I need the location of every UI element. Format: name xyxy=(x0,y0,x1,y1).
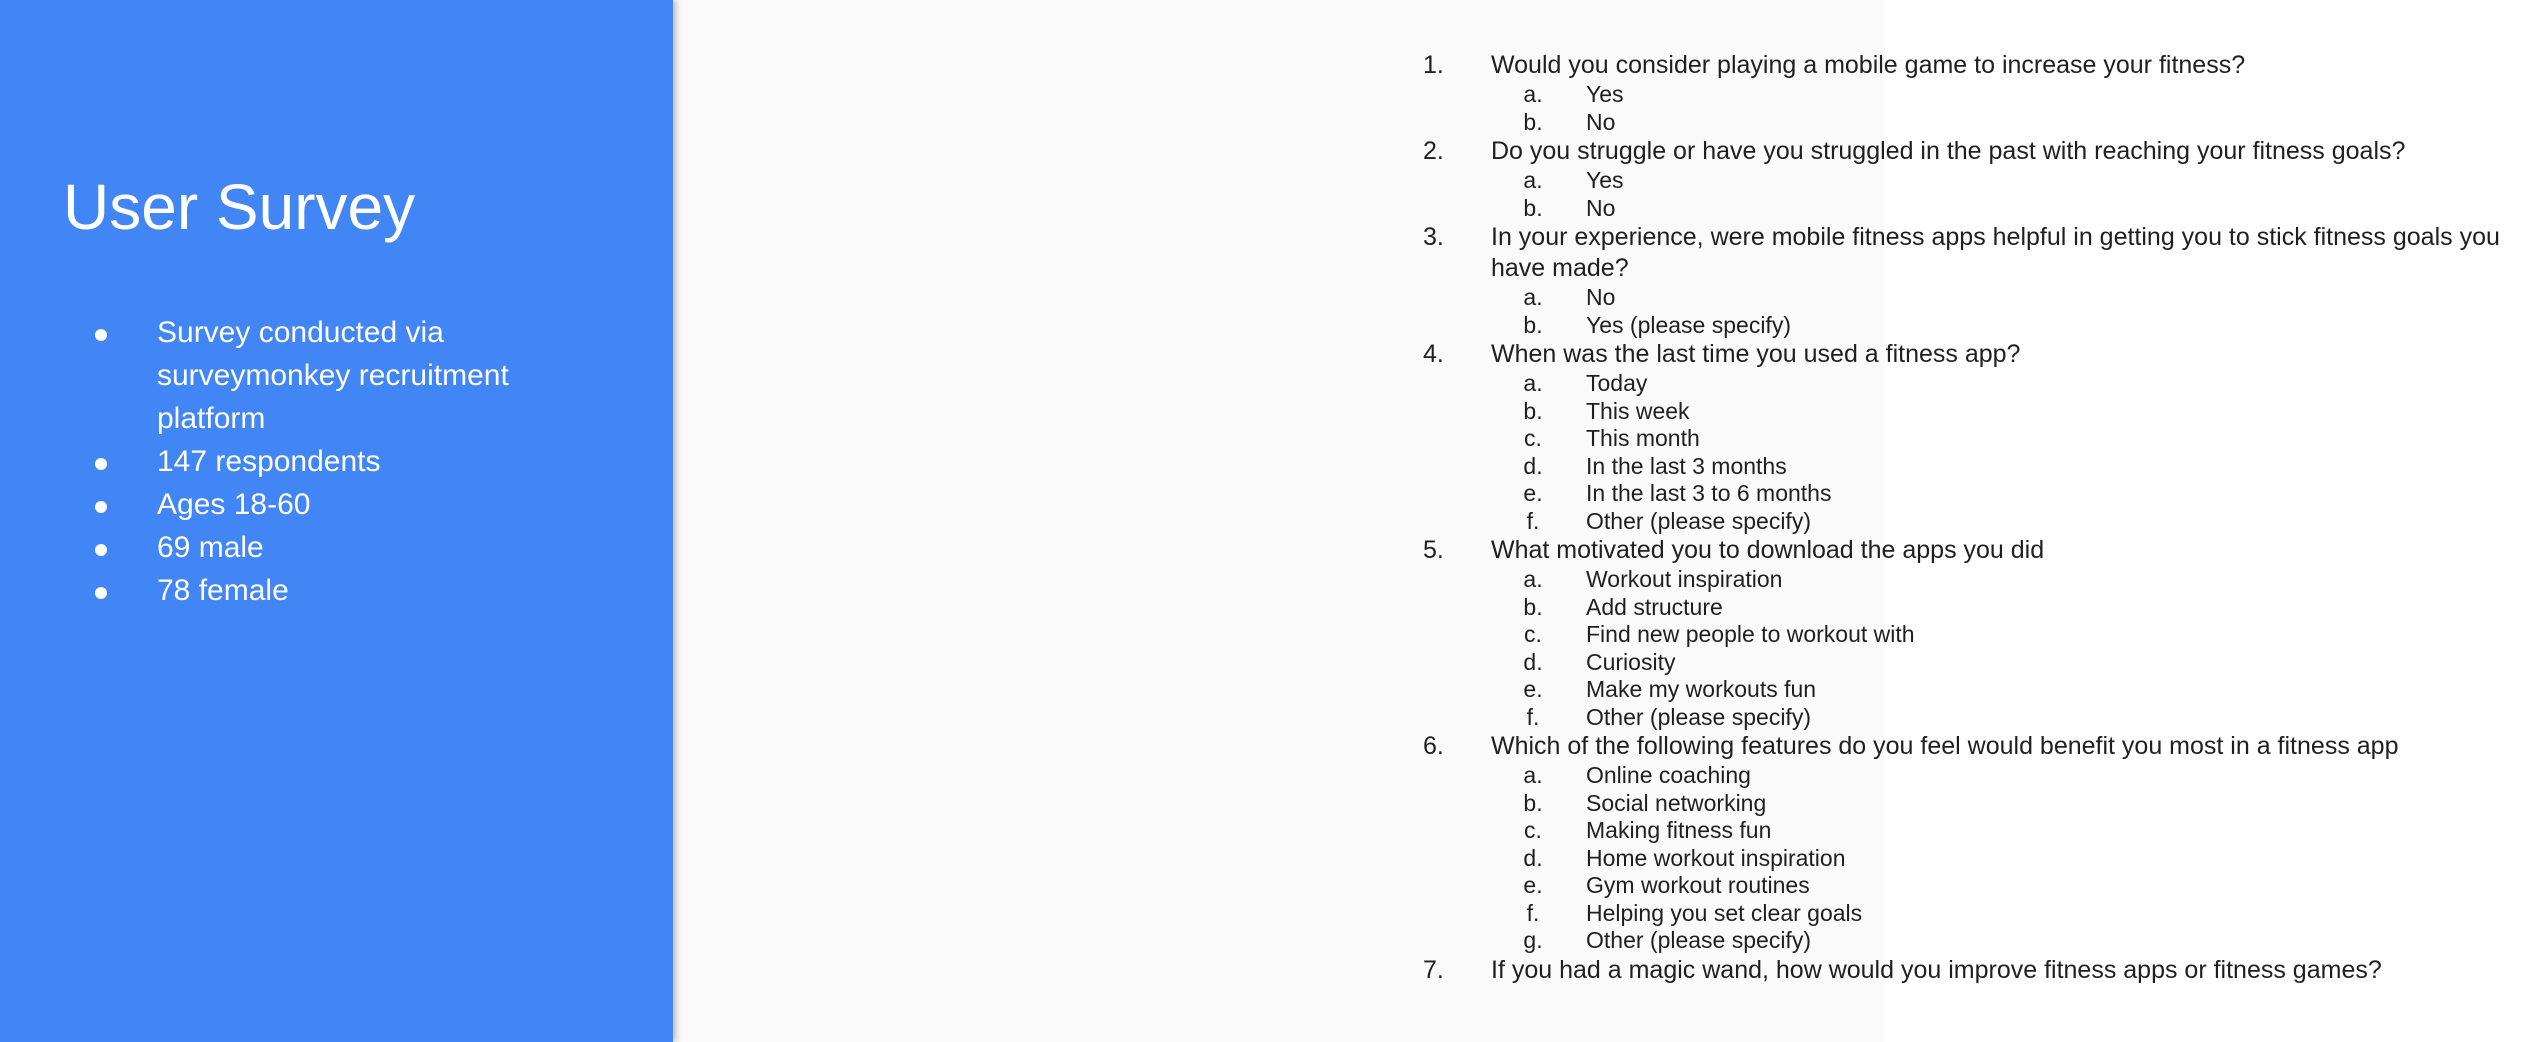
answer-option xyxy=(1413,817,2523,845)
option-text: Online coaching xyxy=(1586,762,1751,788)
bullet-dot-icon xyxy=(95,544,107,556)
option-text: Yes xyxy=(1586,167,1624,193)
question-row xyxy=(1413,955,2523,986)
answer-option xyxy=(1413,621,2523,649)
option-text: Yes xyxy=(1586,81,1624,107)
question-row xyxy=(1413,731,2523,762)
option-text: In the last 3 months xyxy=(1586,452,1787,479)
slide-title: User Survey xyxy=(63,171,416,243)
option-letter: b. xyxy=(1523,311,1543,338)
summary-bullet xyxy=(0,311,600,440)
answer-option xyxy=(1413,109,2523,137)
option-letter: e. xyxy=(1523,872,1543,898)
question-row xyxy=(1413,50,2523,81)
answer-option xyxy=(1413,81,2523,109)
survey-question-list xyxy=(1413,50,2523,986)
bullet-dot-icon xyxy=(95,501,107,513)
option-letter: a. xyxy=(1523,566,1543,592)
option-letter: a. xyxy=(1523,762,1543,788)
answer-option xyxy=(1413,900,2523,928)
question-text: Do you struggle or have you struggled in the past with reaching your fitness goals? xyxy=(1491,137,2406,165)
answer-option xyxy=(1413,370,2523,398)
survey-question xyxy=(1413,731,2523,955)
option-letter: a. xyxy=(1523,167,1543,193)
answer-option xyxy=(1413,704,2523,732)
answer-option xyxy=(1413,676,2523,704)
question-row xyxy=(1413,136,2523,167)
survey-question xyxy=(1413,339,2523,535)
question-number: 5. xyxy=(1423,536,1444,564)
answer-option xyxy=(1413,566,2523,594)
option-letter: g. xyxy=(1523,927,1543,953)
summary-bullet xyxy=(0,569,600,612)
summary-bullet xyxy=(0,483,600,526)
question-number: 2. xyxy=(1423,137,1444,165)
answer-option-list xyxy=(1413,81,2523,136)
option-letter: e. xyxy=(1523,480,1543,506)
answer-option xyxy=(1413,284,2523,312)
option-letter: b. xyxy=(1523,108,1543,135)
answer-option xyxy=(1413,195,2523,223)
bullet-dot-icon xyxy=(95,458,107,470)
question-row xyxy=(1413,339,2523,370)
answer-option xyxy=(1413,649,2523,677)
option-text: This month xyxy=(1586,425,1700,451)
option-text: Find new people to workout with xyxy=(1586,621,1915,647)
answer-option xyxy=(1413,508,2523,536)
question-number: 7. xyxy=(1423,955,1444,984)
answer-option-list xyxy=(1413,762,2523,955)
survey-question xyxy=(1413,535,2523,731)
option-letter: a. xyxy=(1523,81,1543,107)
questions-panel xyxy=(673,0,2500,1042)
answer-option-list xyxy=(1413,370,2523,535)
answer-option xyxy=(1413,453,2523,481)
option-letter: e. xyxy=(1523,676,1543,702)
answer-option xyxy=(1413,312,2523,340)
option-text: No xyxy=(1586,108,1616,135)
option-letter: f. xyxy=(1526,899,1540,926)
option-text: Other (please specify) xyxy=(1586,507,1811,534)
option-letter: c. xyxy=(1524,425,1542,451)
question-text: What motivated you to download the apps you did xyxy=(1491,536,2045,564)
option-letter: a. xyxy=(1523,284,1543,310)
option-text: In the last 3 to 6 months xyxy=(1586,480,1832,506)
answer-option-list xyxy=(1413,167,2523,222)
bullet-text: 78 female xyxy=(157,574,289,607)
question-text: If you had a magic wand, how would you improve fitness apps or fitness games? xyxy=(1491,955,2382,984)
answer-option-list xyxy=(1413,284,2523,339)
answer-option xyxy=(1413,425,2523,453)
answer-option xyxy=(1413,398,2523,426)
option-text: Other (please specify) xyxy=(1586,703,1811,730)
option-text: This week xyxy=(1586,397,1690,424)
summary-bullet-list xyxy=(0,311,600,612)
answer-option xyxy=(1413,872,2523,900)
option-text: Helping you set clear goals xyxy=(1586,899,1863,926)
question-row xyxy=(1413,222,2523,284)
option-text: Home workout inspiration xyxy=(1586,844,1846,871)
answer-option xyxy=(1413,790,2523,818)
question-text: In your experience, were mobile fitness apps helpful in getting you to stick fitness goals you have made? xyxy=(1491,223,2500,282)
answer-option xyxy=(1413,480,2523,508)
answer-option xyxy=(1413,167,2523,195)
option-text: Other (please specify) xyxy=(1586,927,1811,953)
option-letter: b. xyxy=(1523,789,1543,816)
option-letter: c. xyxy=(1524,817,1542,843)
question-row xyxy=(1413,535,2523,566)
answer-option xyxy=(1413,845,2523,873)
question-text: Which of the following features do you feel would benefit you most in a fitness app xyxy=(1491,732,2399,760)
summary-bullet xyxy=(0,440,600,483)
question-number: 4. xyxy=(1423,340,1444,368)
option-text: No xyxy=(1586,284,1616,310)
survey-question xyxy=(1413,222,2523,339)
question-number: 3. xyxy=(1423,223,1444,251)
option-text: Gym workout routines xyxy=(1586,872,1810,898)
bullet-text: Ages 18-60 xyxy=(157,488,311,521)
survey-question xyxy=(1413,955,2523,986)
bullet-text: Survey conducted via surveymonkey recruitment platform xyxy=(157,316,509,435)
option-letter: b. xyxy=(1523,593,1543,620)
option-letter: c. xyxy=(1524,621,1542,647)
option-text: Social networking xyxy=(1586,789,1767,816)
bullet-text: 147 respondents xyxy=(157,445,381,478)
answer-option xyxy=(1413,762,2523,790)
question-text: Would you consider playing a mobile game to increase your fitness? xyxy=(1491,51,2246,79)
option-letter: d. xyxy=(1523,648,1543,675)
option-text: No xyxy=(1586,194,1616,221)
option-letter: b. xyxy=(1523,194,1543,221)
summary-bullet xyxy=(0,526,600,569)
option-letter: f. xyxy=(1526,703,1540,730)
option-letter: b. xyxy=(1523,397,1543,424)
question-text: When was the last time you used a fitness app? xyxy=(1491,340,2021,368)
survey-question xyxy=(1413,136,2523,222)
option-letter: d. xyxy=(1523,452,1543,479)
answer-option xyxy=(1413,594,2523,622)
option-letter: d. xyxy=(1523,844,1543,871)
option-text: Workout inspiration xyxy=(1586,566,1783,592)
option-letter: f. xyxy=(1526,507,1540,534)
option-text: Yes (please specify) xyxy=(1586,311,1791,338)
answer-option xyxy=(1413,927,2523,955)
option-text: Make my workouts fun xyxy=(1586,676,1817,702)
question-number: 1. xyxy=(1423,51,1444,79)
bullet-text: 69 male xyxy=(157,531,264,564)
bullet-dot-icon xyxy=(95,329,107,341)
bullet-dot-icon xyxy=(95,587,107,599)
survey-question xyxy=(1413,50,2523,136)
title-panel xyxy=(0,0,673,1042)
question-number: 6. xyxy=(1423,732,1444,760)
option-text: Today xyxy=(1586,370,1648,396)
option-text: Curiosity xyxy=(1586,648,1676,675)
option-text: Making fitness fun xyxy=(1586,817,1772,843)
answer-option-list xyxy=(1413,566,2523,731)
option-letter: a. xyxy=(1523,370,1543,396)
option-text: Add structure xyxy=(1586,593,1723,620)
